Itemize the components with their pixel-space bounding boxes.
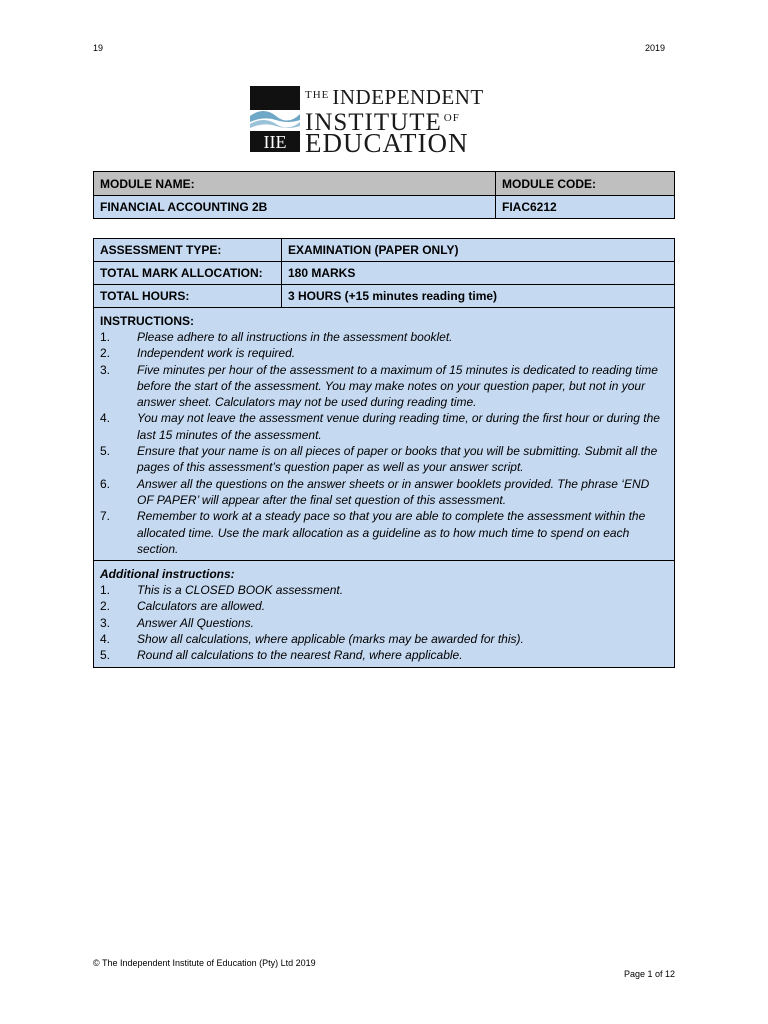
logo-education: EDUCATION	[305, 128, 469, 158]
instruction-item: 3. Five minutes per hour of the assessment to a maximum of 15 minutes is dedicated to reading time before the start of the assessment. You may make notes on your question paper, but not in your answer sheet. Calculators may not be used during reading time.	[100, 362, 658, 410]
assessment-type-label: ASSESSMENT TYPE:	[94, 239, 282, 262]
instruction-item: 5. Ensure that your name is on all pieces of paper or books that you will be submitting. Submit all the pages of this assessment’s question paper as well as your answer script.	[100, 444, 658, 475]
instruction-item: 2. Independent work is required.	[100, 346, 296, 361]
additional-item: 5. Round all calculations to the nearest Rand, where applicable.	[100, 648, 463, 663]
instruction-item: 6. Answer all the questions on the answer sheets or in answer booklets provided. The phrase ‘END OF PAPER’ will appear after the final set question of this assessment.	[100, 476, 650, 507]
logo-mark-letters: IIE	[263, 132, 287, 152]
total-hours-value: 3 HOURS (+15 minutes reading time)	[282, 285, 675, 308]
total-hours-label: TOTAL HOURS:	[94, 285, 282, 308]
header-right-year: 2019	[644, 43, 665, 53]
additional-item: 2. Calculators are allowed.	[100, 599, 266, 614]
total-marks-value: 180 MARKS	[282, 262, 675, 285]
instruction-item: 4. You may not leave the assessment venue during reading time, or during the first hour or during the last 15 minutes of the assessment.	[100, 411, 660, 442]
copyright-footer: © The Independent Institute of Education (Pty) Ltd 2019	[93, 958, 316, 968]
assessment-type-value: EXAMINATION (PAPER ONLY)	[282, 239, 675, 262]
module-code-value: FIAC6212	[496, 196, 675, 219]
module-name-label: MODULE NAME:	[94, 172, 496, 196]
module-table	[93, 171, 675, 219]
instruction-item: 1. Please adhere to all instructions in the assessment booklet.	[100, 330, 453, 344]
additional-item: 4. Show all calculations, where applicable (marks may be awarded for this).	[100, 632, 524, 647]
instructions-cell	[94, 308, 675, 561]
additional-item: 1. This is a CLOSED BOOK assessment.	[100, 583, 344, 598]
additional-instructions-cell	[94, 561, 675, 667]
iie-logo-mark-icon	[250, 86, 300, 152]
assessment-table	[93, 238, 675, 668]
instructions-title: INSTRUCTIONS:	[100, 314, 194, 328]
logo-independent: INDEPENDENT	[332, 85, 484, 109]
logo-of: OF	[443, 112, 460, 124]
logo-the: THE	[305, 89, 330, 101]
page-number: Page 1 of 12	[623, 969, 675, 979]
total-marks-label: TOTAL MARK ALLOCATION:	[94, 262, 282, 285]
additional-item: 3. Answer All Questions.	[100, 615, 254, 630]
logo-institute: INSTITUTE	[305, 109, 442, 136]
logo-wordmark	[305, 84, 484, 156]
header-left-number: 19	[93, 43, 104, 53]
module-code-label: MODULE CODE:	[496, 172, 675, 196]
additional-instructions-title: Additional instructions:	[100, 567, 235, 582]
iie-logo	[250, 84, 520, 156]
module-name-value: FINANCIAL ACCOUNTING 2B	[94, 196, 496, 219]
instruction-item: 7. Remember to work at a steady pace so that you are able to complete the assessment within the allocated time. Use the mark allocation as a guideline as to how much time to spend on each section.	[100, 509, 646, 556]
